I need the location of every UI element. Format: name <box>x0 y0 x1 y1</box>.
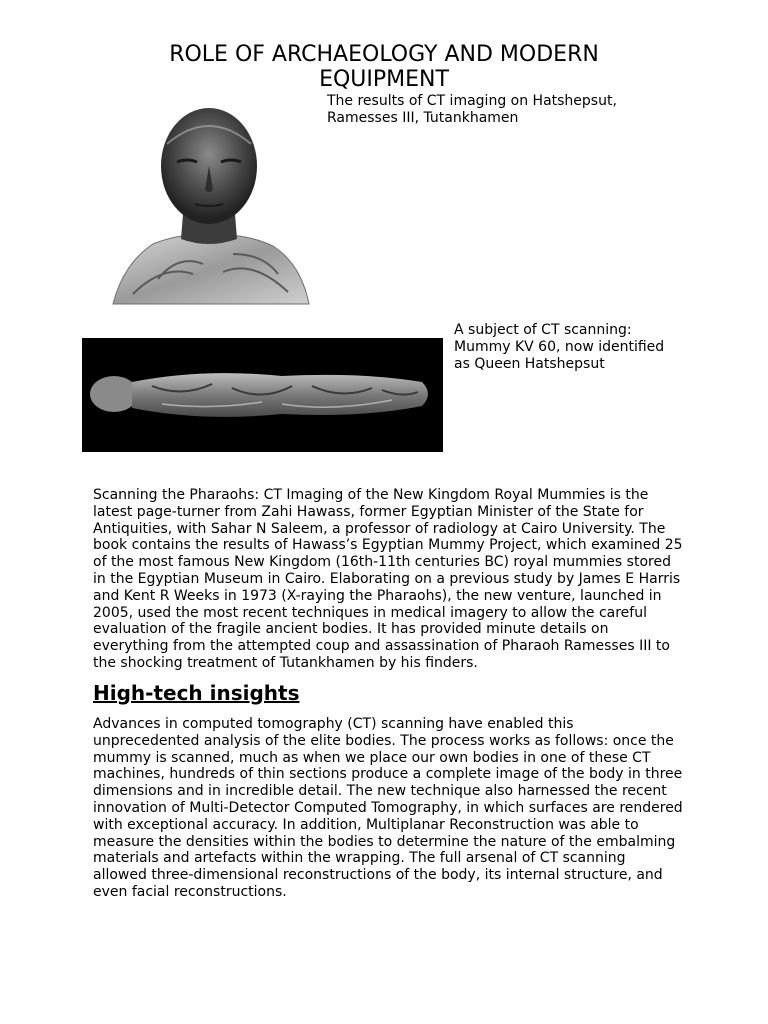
intro-paragraph: Scanning the Pharaohs: CT Imaging of the New Kingdom Royal Mummies is the latest page-turner from Zahi Hawass, former Egyptian Minister of the State for Antiquities, with Sahar N Saleem, a professor of radiology at Cairo University. The book contains the results of Hawass’s Egyptian Mummy Project, which examined 25 of the most famous New Kingdom (16th-11th centuries BC) royal mummies stored in the Egyptian Museum in Cairo. Elaborating on a previous study by James E Harris and Kent R Weeks in 1973 (X-raying the Pharaohs), the new venture, launched in 2005, used the most recent techniques in medical imagery to allow the careful evaluation of the fragile ancient bodies. It has provided minute details on everything from the attempted coup and assassination of Pharaoh Ramesses III to the shocking treatment of Tutankhamen by his finders. <box>93 487 683 671</box>
page-title: ROLE OF ARCHAEOLOGY AND MODERN EQUIPMENT <box>169 42 599 92</box>
section-heading: High-tech insights <box>93 681 300 705</box>
mummy-body-photo <box>82 338 443 452</box>
mummy-body-illustration <box>82 338 443 452</box>
section-paragraph: Advances in computed tomography (CT) scanning have enabled this unprecedented analysis of the elite bodies. The process works as follows: once the mummy is scanned, much as when we place our own bodies in one of these CT machines, hundreds of thin sections produce a complete image of the body in three dimensions and in incredible detail. The new technique also harnessed the recent innovation of Multi-Detector Computed Tomography, in which surfaces are rendered with exceptional accuracy. In addition, Multiplanar Reconstruction was able to measure the densities within the bodies to determine the nature of the embalming materials and artefacts within the wrapping. The full arsenal of CT scanning allowed three-dimensional reconstructions of the body, its internal structure, and even facial reconstructions. <box>93 716 683 900</box>
mummy-head-photo <box>103 104 315 310</box>
ct-results-caption: The results of CT imaging on Hatshepsut, Ramesses III, Tutankhamen <box>327 93 617 126</box>
kv60-caption: A subject of CT scanning: Mummy KV 60, now identified as Queen Hatshepsut <box>454 322 665 372</box>
mummy-head-illustration <box>103 104 315 310</box>
